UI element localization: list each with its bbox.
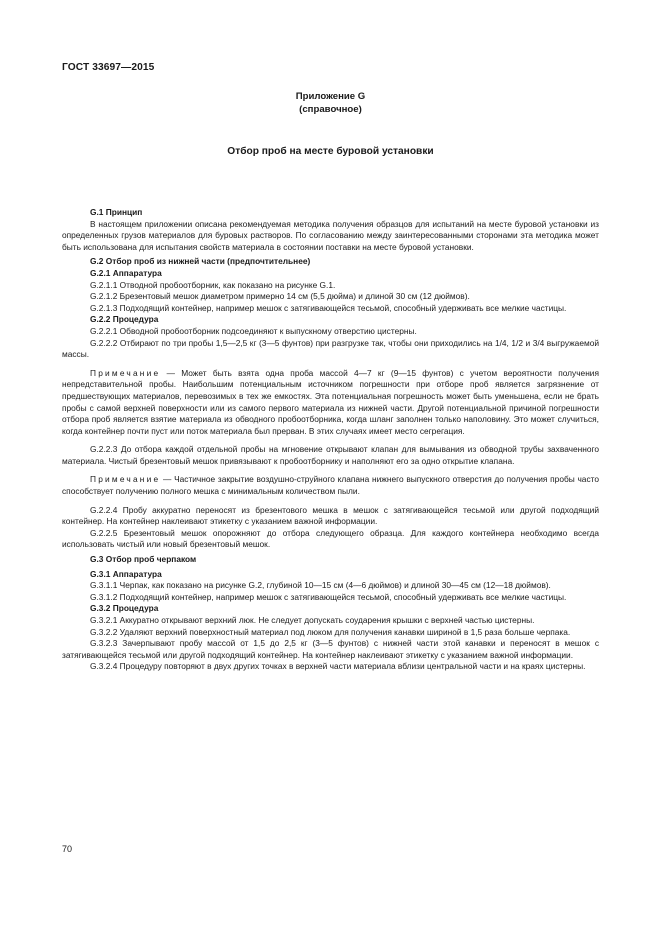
page-number: 70 [62,844,73,854]
subsection-heading-g21: G.2.1 Аппаратура [90,267,162,278]
note-1 [62,368,599,438]
paragraph-g225: G.2.2.5 Брезентовый мешок опорожняют до отбора следующего образца. Для каждого контейнера необходимо всегда использовать чистый или новый брезентовый мешок. [62,527,599,550]
document-title: Отбор проб на месте буровой установки [227,146,434,157]
annex-subtitle: (справочное) [299,103,362,115]
paragraph-g324: G.3.2.4 Процедуру повторяют в двух других точках в верхней части материала вблизи центральной части и на краях цистерны. [90,661,586,672]
section-heading-g3: G.3 Отбор проб черпаком [90,554,197,565]
subsection-heading-g32: G.3.2 Процедура [90,603,159,614]
page-header-standard: ГОСТ 33697—2015 [62,62,155,73]
paragraph-g311: G.3.1.1 Черпак, как показано на рисунке G.2, глубиной 10—15 см (4—6 дюймов) и длиной 30—45 см (12—18 дюймов). [90,580,551,591]
paragraph-g322: G.3.2.2 Удаляют верхний поверхностный материал под люком для получения канавки шириной в 1,5 раза больше черпака. [90,626,571,637]
paragraph-g1: В настоящем приложении описана рекомендуемая методика получения образцов для испытаний на месте буровой установки из определенных грузов материалов для буровых растворов. По согласованию между заинтересованными сторонами эта методика может быть использована для испытания свойств материала в состоянии поставки на месте буровой установки. [62,218,599,252]
annex-heading [0,91,661,116]
paragraph-g221: G.2.2.1 Обводной пробоотборник подсоединяют к выпускному отверстию цистерны. [90,325,417,336]
subsection-heading-g31: G.3.1 Аппаратура [90,568,162,579]
note-2-text: — Частичное закрытие воздушно-струйного клапана нижнего выпускного отверстия до получения пробы часто способствует получению полного мешка с минимальным количеством пыли. [62,474,599,497]
paragraph-g223: G.2.2.3 До отбора каждой отдельной пробы на мгновение открывают клапан для вымывания из обводной трубы захваченного материала. Чистый брезентовый мешок привязывают к пробоотборнику и наполняют его за одно открытие клапана. [62,444,599,466]
note-1-text: — Может быть взята одна проба массой 4—7 кг (9—15 фунтов) с учетом вероятности получения непредставительной пробы. Наибольшим потенциальным источником погрешности при отборе проб является загрязнение от предшествующих материалов, перевозимых в тех же емкостях. Эта потенциальная погрешность может быть уменьшена, если не брать пробы с самой верхней поверхности или из самого первого материала из нижней части. Другой потенциальной причиной погрешности отбора проб является взятие материала из обводного пробоотборника, когда шланг заполнен только наполовину. Это может случиться, когда контейнер почти пуст или поток материала был прерван. В этих случаях имеет место сегрегация. [62,367,599,436]
note-2 [62,474,599,497]
paragraph-g212: G.2.1.2 Брезентовый мешок диаметром примерно 14 см (5,5 дюйма) и длиной 30 см (12 дюймов). [90,291,470,302]
document-body [62,207,599,673]
subsection-heading-g22: G.2.2 Процедура [90,314,159,325]
section-heading-g2: G.2 Отбор проб из нижней части (предпочтительнее) [90,256,311,267]
paragraph-g224: G.2.2.4 Пробу аккуратно переносят из брезентового мешка в мешок с затягивающейся тесьмой или другой подходящий контейнер. На контейнер наклеивают этикетку с указанием важной информации. [62,504,599,527]
paragraph-g213: G.2.1.3 Подходящий контейнер, например мешок с затягивающейся тесьмой, способный удерживать все мелкие частицы. [90,302,567,313]
note-label: Примечание [90,367,161,378]
paragraph-g222: G.2.2.2 Отбирают по три пробы 1,5—2,5 кг (3—5 фунтов) при разгрузке так, чтобы они приходились на 1/4, 1/2 и 3/4 выгружаемой массы. [62,337,599,360]
paragraph-g312: G.3.1.2 Подходящий контейнер, например мешок с затягивающейся тесьмой, способный удерживать все мелкие частицы. [90,591,567,602]
paragraph-g211: G.2.1.1 Отводной пробоотборник, как показано на рисунке G.1. [90,279,336,290]
note-label: Примечание [90,474,161,485]
section-heading-g1: G.1 Принцип [90,207,143,217]
annex-title: Приложение G [295,91,366,102]
paragraph-g321: G.3.2.1 Аккуратно открывают верхний люк. Не следует допускать соударения крышки с верхней частью цистерны. [90,615,535,625]
paragraph-g323: G.3.2.3 Зачерпывают пробу массой от 1,5 до 2,5 кг (3—5 фунтов) с нижней части этой канавки и переносят в мешок с затягивающейся тесьмой или другой подходящий контейнер. На контейнер наклеивают этикетку с указанием важной информации. [62,638,599,660]
